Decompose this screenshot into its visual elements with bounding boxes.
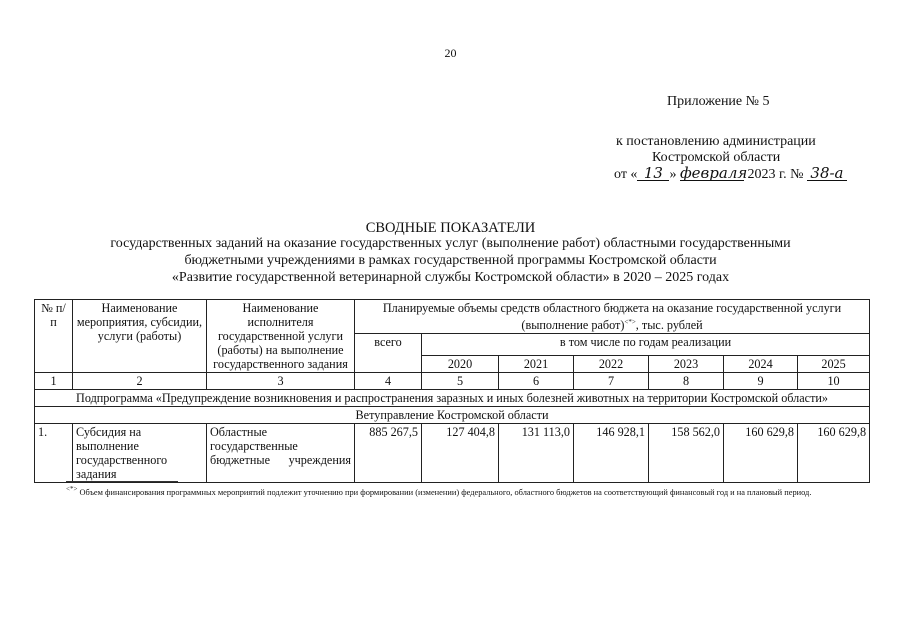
row-total: 885 267,5 bbox=[355, 424, 422, 483]
subprogram-label: Подпрограмма «Предупреждение возникновения и распространения заразных и иных болезней животных на территории Костромской области» bbox=[35, 390, 870, 407]
column-number: 3 bbox=[207, 373, 355, 390]
date-month-handwritten: февраля bbox=[679, 164, 748, 182]
column-number: 7 bbox=[574, 373, 649, 390]
row-value-2021: 131 113,0 bbox=[499, 424, 574, 483]
column-number: 4 bbox=[355, 373, 422, 390]
header-total: всего bbox=[355, 334, 422, 373]
annex-title: Приложение № 5 bbox=[667, 94, 770, 109]
indicators-table bbox=[34, 299, 870, 483]
row-executor: Областные государственные бюджетные учреждения bbox=[207, 424, 355, 483]
column-number: 8 bbox=[649, 373, 724, 390]
header-planned-volumes: Планируемые объемы средств областного бюджета на оказание государственной услуги (выполнение работ)<*>, тыс. рублей bbox=[355, 300, 870, 334]
document-subtitle-line-2: бюджетными учреждениями в рамках государственной программы Костромской области bbox=[184, 253, 717, 268]
row-value-2025: 160 629,8 bbox=[798, 424, 870, 483]
footnote-marker: <*> bbox=[624, 318, 636, 326]
column-number: 5 bbox=[422, 373, 499, 390]
row-name: Субсидия на выполнение государственного задания bbox=[73, 424, 207, 483]
footnote-marker: <*> bbox=[66, 485, 78, 493]
column-number: 9 bbox=[724, 373, 798, 390]
header-year: 2023 bbox=[649, 356, 724, 373]
page-number: 20 bbox=[444, 46, 457, 60]
annex-date-line bbox=[614, 166, 847, 183]
document-subtitle-line-3: «Развитие государственной ветеринарной службы Костромской области» в 2020 – 2025 годах bbox=[171, 270, 730, 285]
date-number-handwritten: 38-а bbox=[807, 166, 847, 181]
table-row bbox=[35, 424, 870, 483]
row-num: 1. bbox=[35, 424, 73, 483]
document-title: СВОДНЫЕ ПОКАЗАТЕЛИ bbox=[365, 220, 536, 236]
header-year: 2020 bbox=[422, 356, 499, 373]
column-number: 1 bbox=[35, 373, 73, 390]
header-executor: Наименование исполнителя государственной услуги (работы) на выполнение государственного задания bbox=[207, 300, 355, 373]
row-value-2022: 146 928,1 bbox=[574, 424, 649, 483]
department-label: Ветуправление Костромской области bbox=[35, 407, 870, 424]
annex-resolution-line: к постановлению администрации bbox=[616, 134, 816, 149]
subprogram-row bbox=[35, 390, 870, 407]
document-subtitle-line-1: государственных заданий на оказание государственных услуг (выполнение работ) областными государственными bbox=[110, 236, 791, 251]
column-number: 2 bbox=[73, 373, 207, 390]
row-value-2023: 158 562,0 bbox=[649, 424, 724, 483]
annex-organization-line: Костромской области bbox=[652, 150, 781, 165]
header-name: Наименование мероприятия, субсидии, услуги (работы) bbox=[73, 300, 207, 373]
header-by-years: в том числе по годам реализации bbox=[422, 334, 870, 356]
header-year: 2022 bbox=[574, 356, 649, 373]
row-value-2024: 160 629,8 bbox=[724, 424, 798, 483]
table-header-row-1 bbox=[35, 300, 870, 334]
footnote-divider bbox=[66, 481, 178, 482]
date-prefix: от « bbox=[614, 167, 638, 182]
header-year: 2024 bbox=[724, 356, 798, 373]
date-mid: » bbox=[669, 167, 677, 182]
footnote bbox=[66, 483, 856, 499]
header-num: № п/п bbox=[35, 300, 73, 373]
department-row bbox=[35, 407, 870, 424]
date-day-handwritten: 13 bbox=[637, 166, 669, 181]
header-year: 2021 bbox=[499, 356, 574, 373]
column-number: 6 bbox=[499, 373, 574, 390]
column-number-row bbox=[35, 373, 870, 390]
row-value-2020: 127 404,8 bbox=[422, 424, 499, 483]
column-number: 10 bbox=[798, 373, 870, 390]
date-year: 2023 г. № bbox=[747, 167, 804, 182]
header-year: 2025 bbox=[798, 356, 870, 373]
footnote-text: Объем финансирования программных мероприятий подлежит уточнению при формировании (изменении) федерального, областного бюджетов на соответствующий финансовый год и на плановый период. bbox=[77, 487, 812, 497]
